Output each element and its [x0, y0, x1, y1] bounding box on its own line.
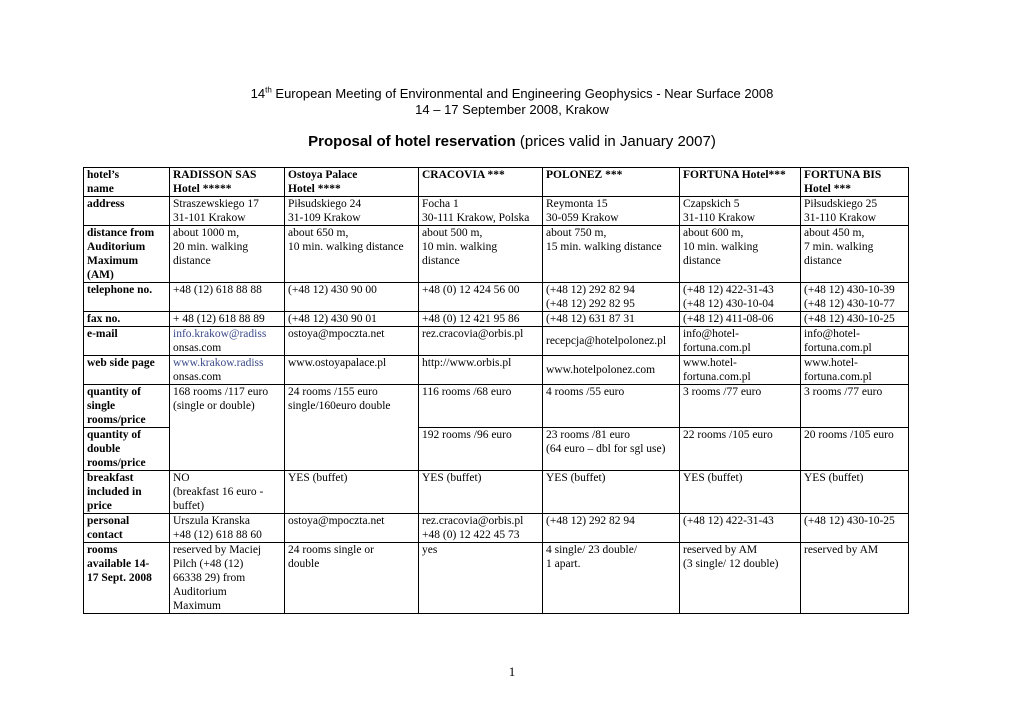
cell-text-line: double — [87, 443, 121, 455]
cell-text-line: ostoya@mpoczta.net — [288, 328, 385, 340]
distance-cell — [419, 226, 543, 283]
cell-text-line: quantity of — [87, 386, 141, 398]
table-row-web — [84, 356, 909, 385]
cell-text-line: single — [87, 400, 116, 412]
rooms-price-cell — [285, 385, 419, 471]
rooms-available-cell — [285, 543, 419, 614]
document-title — [0, 133, 1024, 151]
hotel-name-cell — [285, 168, 419, 197]
single-rooms-cell — [419, 385, 543, 428]
page-number: 1 — [508, 664, 516, 679]
cell-text-line: about 1000 m, — [173, 227, 240, 239]
cell-text-line: Auditorium — [87, 241, 146, 253]
cell-text-line: 31-109 Krakow — [288, 212, 361, 224]
meeting-name: European Meeting of Environmental and Engineering Geophysics - Near Surface 2008 — [271, 86, 774, 101]
fax-cell: (+48 12) 430 90 01 — [285, 312, 419, 327]
cell-text-line: 15 min. walking distance — [546, 241, 662, 253]
email-cell — [419, 327, 543, 356]
cell-text-line: (breakfast 16 euro - — [173, 486, 264, 498]
table-row-single-rooms — [84, 385, 909, 428]
cell-text-line: YES (buffet) — [804, 472, 864, 484]
hotel-table — [83, 167, 909, 614]
cell-text-line: Piłsudskiego 24 — [288, 198, 362, 210]
cell-text-line: about 450 m, — [804, 227, 865, 239]
cell-text-line: rooms/price — [87, 457, 146, 469]
cell-text-line: (+48 12) 430-10-04 — [683, 298, 774, 310]
cell-text-line: rooms — [87, 544, 118, 556]
cell-text-line: recepcja@hotelpolonez.pl — [546, 335, 667, 347]
cell-text-line: www.ostoyapalace.pl — [288, 357, 387, 369]
address-cell — [285, 197, 419, 226]
double-rooms-cell — [543, 428, 680, 471]
table-row-fax — [84, 312, 909, 327]
email-cell — [543, 327, 680, 356]
web-cell — [419, 356, 543, 385]
cell-text-line: yes — [422, 544, 438, 556]
rooms-price-cell — [170, 385, 285, 471]
contact-cell — [801, 514, 909, 543]
cell-text-line: (+48 12) 430 90 00 — [288, 284, 377, 296]
cell-text-line: Maximum — [173, 600, 221, 612]
cell-text-line: CRACOVIA *** — [422, 169, 505, 181]
cell-text-line: buffet) — [173, 500, 205, 512]
double-rooms-cell — [419, 428, 543, 471]
breakfast-cell — [543, 471, 680, 514]
table-row-breakfast — [84, 471, 909, 514]
cell-text-line: 10 min. walking — [683, 241, 759, 253]
hotel-name-cell — [680, 168, 801, 197]
row-header-single-rooms — [84, 385, 170, 428]
breakfast-cell — [170, 471, 285, 514]
cell-text-line: YES (buffet) — [422, 472, 482, 484]
cell-text-line: (+48 12) 430-10-25 — [804, 515, 895, 527]
cell-text-line: www.hotel- — [683, 357, 737, 369]
breakfast-cell — [801, 471, 909, 514]
cell-text-line: Straszewskiego 17 — [173, 198, 259, 210]
cell-text-line: available 14- — [87, 558, 150, 570]
cell-text-line: fortuna.com.pl — [683, 371, 751, 383]
cell-text-line: YES (buffet) — [683, 472, 743, 484]
cell-text-line: (+48 12) 430-10-77 — [804, 298, 895, 310]
cell-text-line: rez.cracovia@orbis.pl — [422, 515, 524, 527]
cell-text-line: www.hotelpolonez.com — [546, 364, 656, 376]
telephone-cell — [801, 283, 909, 312]
cell-text-line: +48 (12) 618 88 60 — [173, 529, 262, 541]
cell-text-line: about 600 m, — [683, 227, 744, 239]
hotel-name-cell — [801, 168, 909, 197]
cell-text-line: 20 min. walking — [173, 241, 249, 253]
cell-text-line: (64 euro – dbl for sgl use) — [546, 443, 666, 455]
cell-text-line: (+48 12) 422-31-43 — [683, 284, 774, 296]
cell-text-line: double — [288, 558, 320, 570]
cell-text-line: about 650 m, — [288, 227, 349, 239]
cell-text-line: (AM) — [87, 269, 114, 281]
telephone-cell — [543, 283, 680, 312]
row-header-rooms-available — [84, 543, 170, 614]
cell-text-line: 3 rooms /77 euro — [683, 386, 762, 398]
cell-text-line: ostoya@mpoczta.net — [288, 515, 385, 527]
cell-text-line: Piłsudskiego 25 — [804, 198, 878, 210]
cell-text-line: (+48 12) 292 82 94 — [546, 284, 635, 296]
fax-cell: (+48 12) 430-10-25 — [801, 312, 909, 327]
cell-text-line: 30-059 Krakow — [546, 212, 619, 224]
cell-text-line: 4 rooms /55 euro — [546, 386, 625, 398]
cell-text-line: Auditorium — [173, 586, 227, 598]
cell-text-line: 31-101 Krakow — [173, 212, 246, 224]
address-cell — [801, 197, 909, 226]
cell-text-line: (+48 12) 292 82 94 — [546, 515, 635, 527]
cell-text-line: 1 apart. — [546, 558, 581, 570]
rooms-available-cell — [680, 543, 801, 614]
table-row-telephone — [84, 283, 909, 312]
cell-text-line: distance — [804, 255, 842, 267]
rooms-available-cell — [801, 543, 909, 614]
document-title-note: (prices valid in January 2007) — [515, 133, 716, 150]
meeting-ordinal-suffix: th — [265, 85, 272, 95]
cell-text-line: Focha 1 — [422, 198, 459, 210]
table-row-contact — [84, 514, 909, 543]
cell-text-line: (+48 12) 422-31-43 — [683, 515, 774, 527]
cell-text-line: reserved by AM — [683, 544, 758, 556]
rooms-available-cell — [419, 543, 543, 614]
cell-text-line: reserved by AM — [804, 544, 879, 556]
cell-text-line: YES (buffet) — [546, 472, 606, 484]
meeting-ordinal: 14 — [250, 86, 266, 101]
address-cell — [419, 197, 543, 226]
table-row-distance — [84, 226, 909, 283]
contact-cell — [543, 514, 680, 543]
cell-text-line: reserved by Maciej — [173, 544, 262, 556]
cell-text-line: 66338 29) from — [173, 572, 246, 584]
cell-text-line: 4 single/ 23 double/ — [546, 544, 638, 556]
contact-cell — [170, 514, 285, 543]
cell-text-line: 30-111 Krakow, Polska — [422, 212, 530, 224]
cell-text-line: +48 (0) 12 422 45 73 — [422, 529, 520, 541]
cell-text-line: 10 min. walking distance — [288, 241, 404, 253]
cell-text-line: quantity of — [87, 429, 141, 441]
table-row-address — [84, 197, 909, 226]
cell-text-line: Reymonta 15 — [546, 198, 608, 210]
cell-text-line: YES (buffet) — [288, 472, 348, 484]
row-header-contact — [84, 514, 170, 543]
cell-text-line: Hotel *** — [804, 183, 851, 195]
cell-text-line: breakfast — [87, 472, 134, 484]
single-rooms-cell — [543, 385, 680, 428]
double-rooms-cell — [680, 428, 801, 471]
address-cell — [170, 197, 285, 226]
cell-text-line: single/160euro double — [288, 400, 391, 412]
cell-text-line: price — [87, 500, 112, 512]
row-header-web: web side page — [84, 356, 170, 385]
rooms-available-cell — [543, 543, 680, 614]
cell-text-line: NO — [173, 472, 190, 484]
email-cell — [285, 327, 419, 356]
address-cell — [680, 197, 801, 226]
cell-text-line: FORTUNA BIS — [804, 169, 882, 181]
row-header-double-rooms — [84, 428, 170, 471]
cell-text-line: FORTUNA Hotel*** — [683, 169, 786, 181]
single-rooms-cell — [680, 385, 801, 428]
cell-text-line: distance from — [87, 227, 155, 239]
row-header-distance — [84, 226, 170, 283]
cell-text-line: 24 rooms single or — [288, 544, 374, 556]
cell-text-line: www.hotel- — [804, 357, 858, 369]
cell-text-line: POLONEZ *** — [546, 169, 623, 181]
cell-text-line: 116 rooms /68 euro — [422, 386, 512, 398]
cell-text-line: 3 rooms /77 euro — [804, 386, 883, 398]
single-rooms-cell — [801, 385, 909, 428]
distance-cell — [680, 226, 801, 283]
fax-cell: (+48 12) 411-08-06 — [680, 312, 801, 327]
web-cell — [543, 356, 680, 385]
row-header-hotel-name — [84, 168, 170, 197]
hotel-name-cell — [419, 168, 543, 197]
cell-text-line: Ostoya Palace — [288, 169, 358, 181]
cell-text-line: Maximum — [87, 255, 139, 267]
cell-text-line: onsas.com — [173, 371, 222, 383]
double-rooms-cell — [801, 428, 909, 471]
cell-text-line: distance — [173, 255, 211, 267]
breakfast-cell — [419, 471, 543, 514]
telephone-cell — [170, 283, 285, 312]
cell-text-line: 192 rooms /96 euro — [422, 429, 512, 441]
cell-text-line: Pilch (+48 (12) — [173, 558, 244, 570]
cell-text-line: +48 (0) 12 424 56 00 — [422, 284, 520, 296]
cell-text-line: rooms/price — [87, 414, 146, 426]
cell-text-line: fortuna.com.pl — [683, 342, 751, 354]
rooms-available-cell — [170, 543, 285, 614]
cell-text-line: about 500 m, — [422, 227, 483, 239]
telephone-cell — [419, 283, 543, 312]
email-cell — [680, 327, 801, 356]
contact-cell — [680, 514, 801, 543]
cell-text-line: www.krakow.radiss — [173, 357, 264, 369]
cell-text-line: 24 rooms /155 euro — [288, 386, 378, 398]
web-cell — [801, 356, 909, 385]
row-header-email: e-mail — [84, 327, 170, 356]
web-link[interactable] — [170, 356, 285, 385]
cell-text-line: contact — [87, 529, 123, 541]
cell-text-line: about 750 m, — [546, 227, 607, 239]
cell-text-line: +48 (12) 618 88 88 — [173, 284, 262, 296]
distance-cell — [170, 226, 285, 283]
contact-cell — [285, 514, 419, 543]
row-header-breakfast — [84, 471, 170, 514]
cell-text-line: 20 rooms /105 euro — [804, 429, 894, 441]
fax-cell: +48 (0) 12 421 95 86 — [419, 312, 543, 327]
cell-text-line: hotel’s — [87, 169, 120, 181]
cell-text-line: onsas.com — [173, 342, 222, 354]
email-cell — [801, 327, 909, 356]
breakfast-cell — [680, 471, 801, 514]
cell-text-line: Hotel ***** — [173, 183, 232, 195]
cell-text-line: (+48 12) 292 82 95 — [546, 298, 635, 310]
distance-cell — [285, 226, 419, 283]
cell-text-line: distance — [422, 255, 460, 267]
hotel-name-cell — [543, 168, 680, 197]
fax-cell: + 48 (12) 618 88 89 — [170, 312, 285, 327]
email-link[interactable] — [170, 327, 285, 356]
document-title-bold: Proposal of hotel reservation — [308, 133, 516, 150]
meeting-dates-line: 14 – 17 September 2008, Krakow — [415, 102, 609, 117]
row-header-address: address — [84, 197, 170, 226]
contact-cell — [419, 514, 543, 543]
cell-text-line: info@hotel- — [804, 328, 860, 340]
cell-text-line: (single or double) — [173, 400, 255, 412]
table-row-hotel-names — [84, 168, 909, 197]
cell-text-line: distance — [683, 255, 721, 267]
cell-text-line: 22 rooms /105 euro — [683, 429, 773, 441]
distance-cell — [801, 226, 909, 283]
telephone-cell — [285, 283, 419, 312]
cell-text-line: 168 rooms /117 euro — [173, 386, 269, 398]
cell-text-line: (+48 12) 430-10-39 — [804, 284, 895, 296]
fax-cell: (+48 12) 631 87 31 — [543, 312, 680, 327]
row-header-fax: fax no. — [84, 312, 170, 327]
cell-text-line: info.krakow@radiss — [173, 328, 267, 340]
cell-text-line: Hotel **** — [288, 183, 341, 195]
cell-text-line: http://www.orbis.pl — [422, 357, 512, 369]
breakfast-cell — [285, 471, 419, 514]
web-cell — [680, 356, 801, 385]
web-cell — [285, 356, 419, 385]
meeting-title-line — [0, 86, 1024, 102]
distance-cell — [543, 226, 680, 283]
cell-text-line: name — [87, 183, 114, 195]
hotel-name-cell — [170, 168, 285, 197]
cell-text-line: RADISSON SAS — [173, 169, 257, 181]
cell-text-line: (3 single/ 12 double) — [683, 558, 779, 570]
cell-text-line: 7 min. walking — [804, 241, 874, 253]
cell-text-line: info@hotel- — [683, 328, 739, 340]
cell-text-line: included in — [87, 486, 142, 498]
cell-text-line: fortuna.com.pl — [804, 371, 872, 383]
cell-text-line: personal — [87, 515, 130, 527]
cell-text-line: rez.cracovia@orbis.pl — [422, 328, 524, 340]
cell-text-line: fortuna.com.pl — [804, 342, 872, 354]
cell-text-line: 23 rooms /81 euro — [546, 429, 631, 441]
row-header-telephone: telephone no. — [84, 283, 170, 312]
address-cell — [543, 197, 680, 226]
cell-text-line: 31-110 Krakow — [804, 212, 877, 224]
telephone-cell — [680, 283, 801, 312]
table-row-email — [84, 327, 909, 356]
cell-text-line: Urszula Kranska — [173, 515, 250, 527]
cell-text-line: 31-110 Krakow — [683, 212, 756, 224]
table-row-rooms-available — [84, 543, 909, 614]
cell-text-line: Czapskich 5 — [683, 198, 740, 210]
cell-text-line: 10 min. walking — [422, 241, 498, 253]
cell-text-line: 17 Sept. 2008 — [87, 572, 152, 584]
